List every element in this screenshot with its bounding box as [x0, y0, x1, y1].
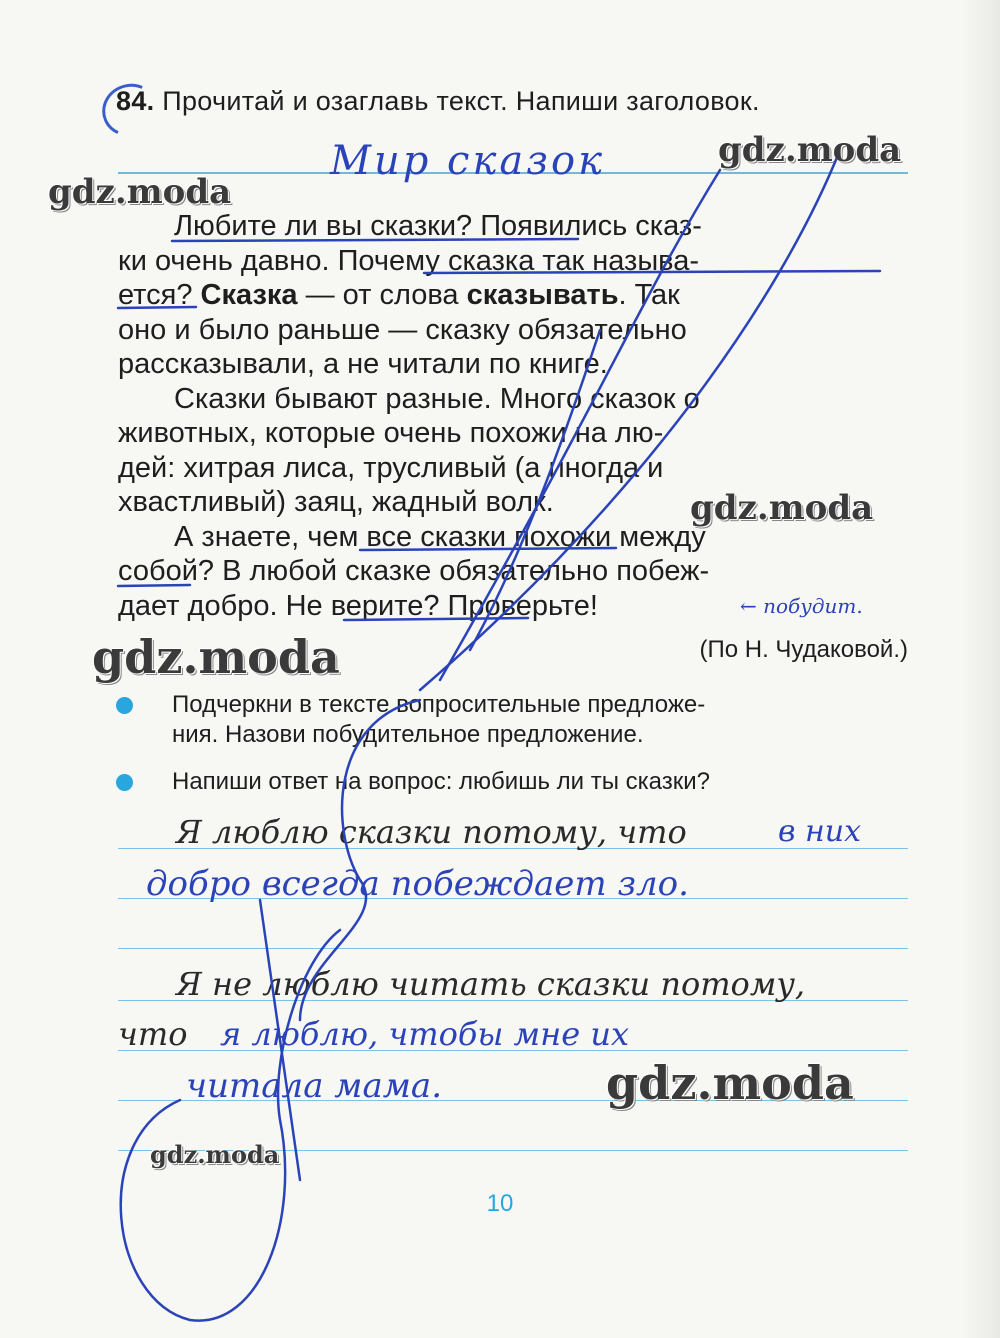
text-line: рассказывали, а не читали по книге.: [118, 348, 608, 380]
margin-note: ← побудит.: [740, 594, 863, 618]
text-line: Любите ли вы сказки? Появились сказ-: [174, 210, 702, 242]
bullet-task-2: Напиши ответ на вопрос: любишь ли ты сказки?: [118, 767, 908, 797]
underline-q2: [424, 271, 880, 273]
underline-q3b: [118, 585, 190, 586]
slash-stroke: [260, 900, 300, 1180]
text-line: дает добро. Не верите? Проверьте!: [118, 589, 598, 622]
watermark: gdz.moda: [150, 1140, 280, 1169]
printed-answer-line-4: что: [118, 1015, 188, 1053]
watermark: gdz.moda: [606, 1056, 854, 1110]
loop-scribble: [300, 700, 420, 1020]
underline-q2b: [118, 307, 196, 308]
watermark: gdz.moda: [48, 172, 232, 212]
cross-stroke-1: [440, 170, 720, 680]
handwritten-answer-line-2: добро всегда побеждает зло.: [146, 864, 689, 904]
printed-answer-line-3: Я не люблю читать сказки потому,: [176, 965, 806, 1003]
page-number: 10: [486, 1190, 514, 1217]
text-line: оно и было раньше — сказку обязательно: [118, 313, 687, 346]
text-line: ется? Сказка — от слова сказывать. Так: [118, 279, 680, 311]
task-number: 84.: [116, 86, 155, 116]
handwritten-answer-line-4: я люблю, чтобы мне их: [220, 1015, 629, 1053]
watermark: gdz.moda: [92, 630, 340, 684]
text-line: ки очень давно. Почему сказка так называ-: [118, 244, 700, 277]
watermark: gdz.moda: [690, 488, 874, 528]
handwritten-answer-line-5: читала мама.: [186, 1066, 443, 1106]
task-instruction: Прочитай и озаглавь текст. Напиши заголовок.: [162, 86, 760, 116]
bullet-task-1: Подчеркни в тексте вопросительные предложе- ния. Назови побудительное предложение.: [118, 690, 908, 750]
text-line: животных, которые очень похожи на лю-: [118, 417, 664, 449]
underline-q3: [360, 548, 616, 550]
source-credit: (По Н. Чудаковой.): [699, 636, 908, 663]
text-line: дей: хитрая лиса, трусливый (а иногда и: [118, 451, 664, 484]
text-line: собой? В любой сказке обязательно побеж-: [118, 555, 710, 587]
watermark: gdz.moda: [718, 130, 902, 170]
cross-stroke-3: [470, 330, 600, 650]
printed-answer-line-1: Я люблю сказки потому, что: [176, 813, 687, 851]
cross-stroke-2: [420, 150, 840, 690]
answer-title: Мир сказок: [330, 138, 605, 184]
handwritten-answer-line-1-end: в них: [778, 814, 861, 849]
text-line: Сказки бывают разные. Много сказок о: [174, 382, 700, 415]
text-line: А знаете, чем все сказки похожи между: [174, 520, 706, 553]
text-line: хвастливый) заяц, жадный волк.: [118, 486, 554, 518]
underline-q1: [172, 239, 578, 241]
